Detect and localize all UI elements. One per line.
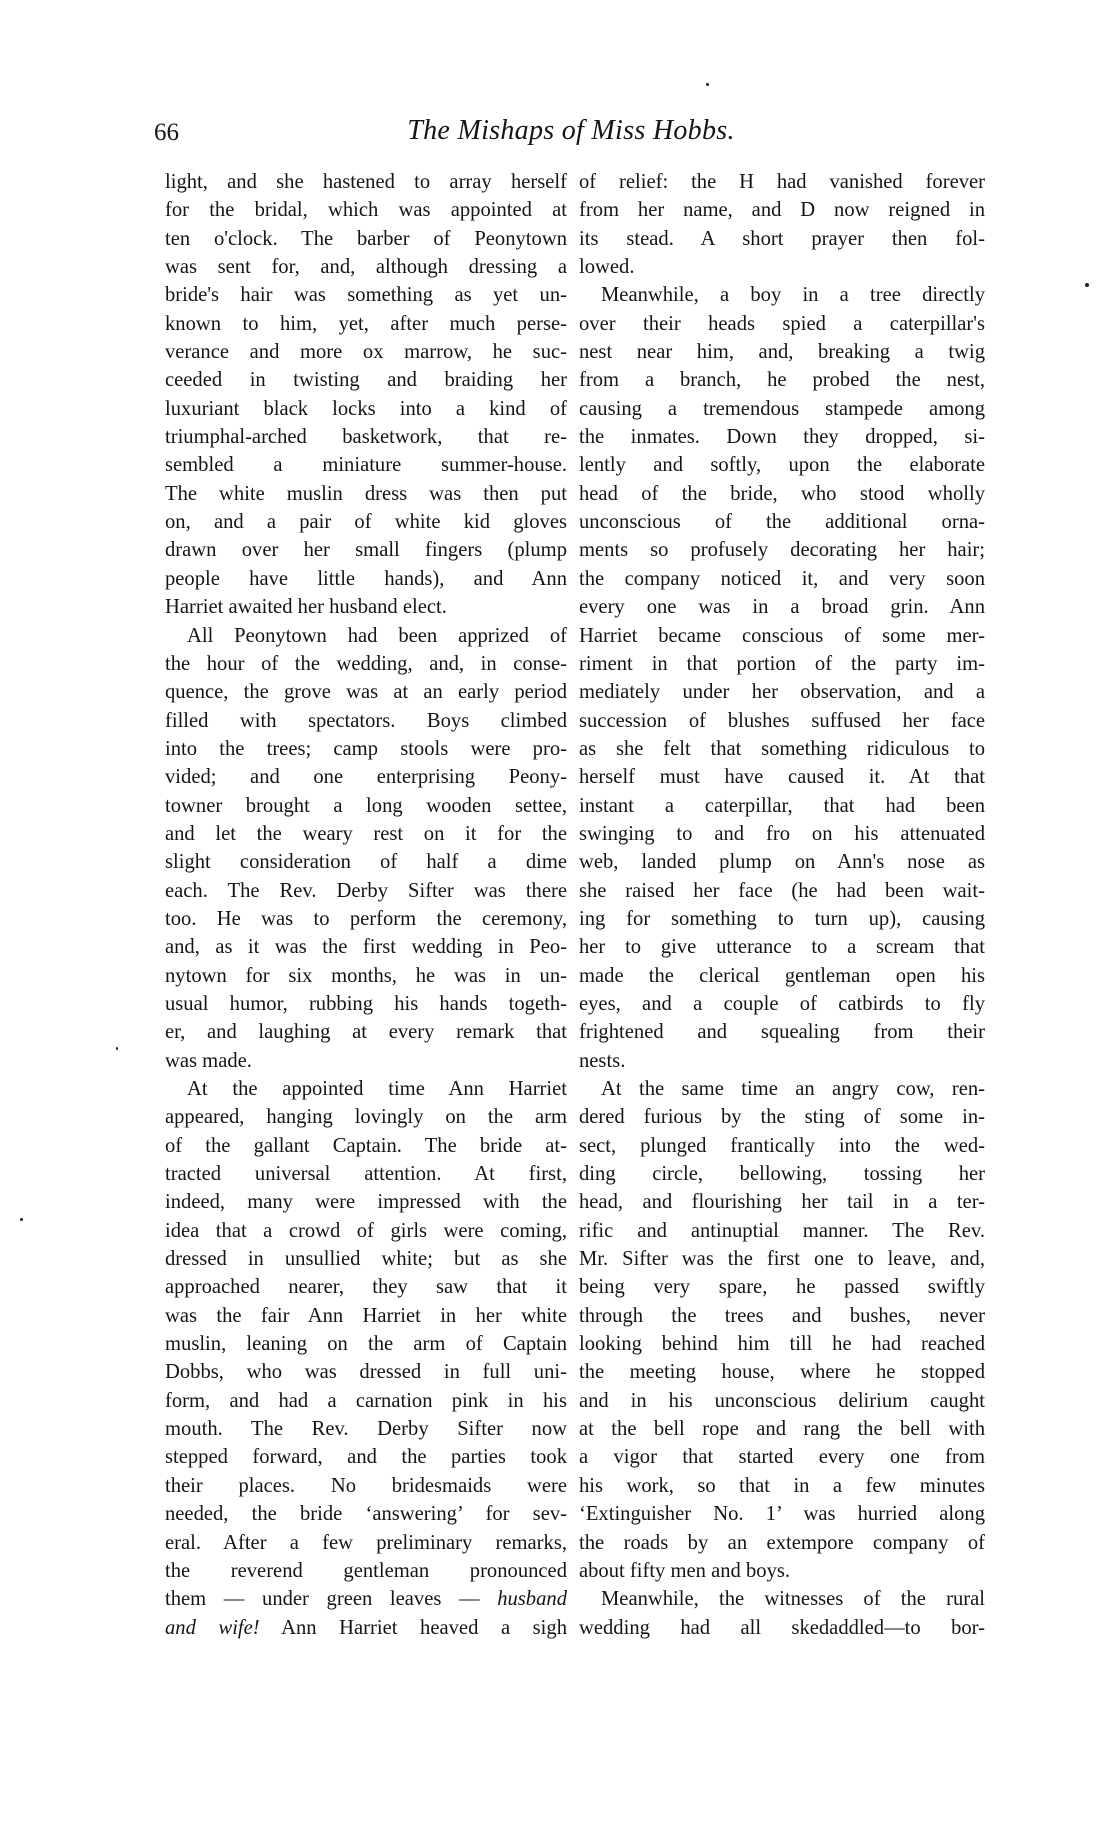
line-text: sect, plunged frantically into the wed-	[579, 1134, 985, 1157]
text-line	[579, 1585, 985, 1613]
text-line	[579, 1302, 985, 1330]
text-line	[579, 962, 985, 990]
text-line	[165, 877, 567, 905]
line-text: through the trees and bushes, never	[579, 1304, 985, 1327]
text-line	[579, 1500, 985, 1528]
line-text: sembled a miniature summer-house.	[165, 454, 567, 477]
line-text: At the appointed time Ann Harriet	[187, 1078, 567, 1100]
text-line	[165, 1358, 567, 1386]
line-text: stepped forward, and the parties took	[165, 1446, 567, 1469]
text-line	[579, 707, 985, 735]
text-line	[165, 196, 567, 224]
text-line	[165, 820, 567, 848]
line-text: too. He was to perform the ceremony,	[165, 907, 567, 930]
text-line	[579, 338, 985, 366]
line-text: All Peonytown had been apprized of	[187, 624, 567, 647]
line-text: light, and she hastened to array herself	[165, 171, 567, 193]
text-line	[165, 536, 567, 564]
line-text: web, landed plump on Ann's nose as	[579, 851, 985, 874]
page-header	[0, 0, 1120, 160]
line-text: the hour of the wedding, and, in conse-	[165, 652, 567, 675]
text-line	[165, 1188, 567, 1216]
text-line	[579, 1472, 985, 1500]
line-text: for the bridal, which was appointed at	[165, 199, 567, 222]
scan-speck	[116, 1047, 118, 1050]
text-line	[579, 763, 985, 791]
text-line	[165, 366, 567, 394]
text-line	[579, 536, 985, 564]
line-text: head, and flourishing her tail in a ter-	[579, 1191, 985, 1214]
line-text: needed, the bride ‘answering’ for sev-	[165, 1503, 567, 1526]
text-line	[165, 735, 567, 763]
text-line	[579, 253, 985, 281]
text-line	[579, 281, 985, 309]
text-line	[165, 1217, 567, 1245]
line-text: rific and antinuptial manner. The Rev.	[579, 1219, 985, 1242]
line-text: nytown for six months, he was in un-	[165, 964, 567, 987]
line-text: wedding had all skedaddled—to bor-	[579, 1616, 985, 1639]
text-line	[165, 1302, 567, 1330]
text-line	[165, 1160, 567, 1188]
line-text: over their heads spied a caterpillar's	[579, 312, 985, 335]
text-line	[579, 196, 985, 224]
text-line	[579, 1217, 985, 1245]
line-text: luxuriant black locks into a kind of	[165, 397, 567, 420]
line-text: ments so profusely decorating her hair;	[579, 539, 985, 562]
text-line	[579, 1557, 985, 1585]
text-line	[165, 1330, 567, 1358]
line-text: er, and laughing at every remark that	[165, 1021, 567, 1044]
line-text: Harriet became conscious of some mer-	[579, 624, 985, 647]
text-line	[165, 1614, 567, 1642]
line-text: usual humor, rubbing his hands togeth-	[165, 992, 567, 1015]
line-text: into the trees; camp stools were pro-	[165, 737, 567, 760]
line-text: from a branch, he probed the nest,	[579, 369, 985, 392]
text-line	[165, 792, 567, 820]
text-line	[165, 253, 567, 281]
line-text: was the fair Ann Harriet in her white	[165, 1304, 567, 1327]
text-line	[579, 225, 985, 253]
line-text: Ann Harriet heaved a sigh	[259, 1616, 567, 1639]
text-line	[579, 1415, 985, 1443]
scan-speck	[706, 83, 709, 86]
line-text: people have little hands), and Ann	[165, 567, 567, 590]
text-line	[579, 310, 985, 338]
line-text: drawn over her small fingers (plump	[165, 539, 567, 562]
line-text: nests.	[579, 1049, 626, 1072]
line-text: riment in that portion of the party im-	[579, 652, 985, 675]
text-line	[165, 848, 567, 876]
text-line	[579, 1614, 985, 1642]
text-line	[165, 763, 567, 791]
text-line	[165, 962, 567, 990]
text-line	[165, 905, 567, 933]
line-text: the roads by an extempore company of	[579, 1531, 985, 1554]
line-text: succession of blushes suffused her face	[579, 709, 985, 732]
line-text: frightened and squealing from their	[579, 1021, 985, 1044]
text-line	[165, 451, 567, 479]
line-text: eyes, and a couple of catbirds to fly	[579, 992, 985, 1015]
text-line	[165, 678, 567, 706]
text-line	[579, 1273, 985, 1301]
text-line	[579, 423, 985, 451]
line-text: triumphal-arched basketwork, that re-	[165, 426, 567, 449]
line-text: every one was in a broad grin. Ann	[579, 596, 985, 619]
text-line	[165, 622, 567, 650]
text-line	[579, 848, 985, 876]
line-text: swinging to and fro on his attenuated	[579, 822, 985, 845]
text-line	[579, 451, 985, 479]
text-line	[165, 423, 567, 451]
text-line	[579, 792, 985, 820]
text-line	[165, 338, 567, 366]
text-line	[165, 310, 567, 338]
line-text: eral. After a few preliminary remarks,	[165, 1531, 567, 1554]
text-line	[165, 1387, 567, 1415]
line-text: nest near him, and, breaking a twig	[579, 341, 985, 364]
text-line	[579, 1330, 985, 1358]
line-text: from her name, and D now reigned in	[579, 199, 985, 222]
line-text: lowed.	[579, 256, 635, 279]
text-line	[579, 1132, 985, 1160]
line-text: known to him, yet, after much perse-	[165, 312, 567, 335]
text-line	[579, 735, 985, 763]
line-text: appeared, hanging lovingly on the arm	[165, 1106, 567, 1129]
line-text: verance and more ox marrow, he suc-	[165, 341, 567, 364]
text-line	[579, 1443, 985, 1471]
text-line	[579, 1245, 985, 1273]
right-text-column	[579, 168, 985, 1642]
line-text: indeed, many were impressed with the	[165, 1191, 567, 1214]
text-line	[165, 1443, 567, 1471]
text-line	[579, 877, 985, 905]
line-text: The white muslin dress was then put	[165, 482, 567, 505]
line-text: bride's hair was something as yet un-	[165, 284, 567, 307]
text-line	[579, 1018, 985, 1046]
line-text: looking behind him till he had reached	[579, 1333, 985, 1356]
text-line	[165, 1018, 567, 1046]
text-line	[579, 650, 985, 678]
line-text: a vigor that started every one from	[579, 1446, 985, 1469]
text-line	[165, 990, 567, 1018]
text-line	[165, 1415, 567, 1443]
text-line	[579, 1387, 985, 1415]
text-line	[165, 650, 567, 678]
line-text: at the bell rope and rang the bell with	[579, 1418, 985, 1441]
text-line	[579, 933, 985, 961]
line-text: Harriet awaited her husband elect.	[165, 596, 447, 619]
line-text: ding circle, bellowing, tossing her	[579, 1163, 985, 1186]
text-line	[165, 480, 567, 508]
text-line	[579, 1529, 985, 1557]
line-text: she raised her face (he had been wait-	[579, 879, 985, 902]
text-line	[579, 1103, 985, 1131]
line-text: ing for something to turn up), causing	[579, 907, 985, 930]
line-text: of the gallant Captain. The bride at-	[165, 1134, 567, 1157]
line-text: them — under green leaves —	[165, 1588, 480, 1611]
line-text: quence, the grove was at an early period	[165, 681, 567, 704]
line-text: the inmates. Down they dropped, si-	[579, 426, 985, 449]
line-text: ten o'clock. The barber of Peonytown	[165, 227, 567, 250]
line-text: causing a tremendous stampede among	[579, 397, 985, 420]
line-text: of relief: the H had vanished forever	[579, 171, 985, 193]
line-text: instant a caterpillar, that had been	[579, 794, 985, 817]
line-text: his work, so that in a few minutes	[579, 1474, 985, 1497]
line-text: their places. No bridesmaids were	[165, 1474, 567, 1497]
line-text: as she felt that something ridiculous to	[579, 737, 985, 760]
text-line	[579, 395, 985, 423]
text-line	[165, 1047, 567, 1075]
line-text: its stead. A short prayer then fol-	[579, 227, 985, 250]
line-text: herself must have caused it. At that	[579, 766, 985, 789]
line-text: dressed in unsullied white; but as she	[165, 1248, 567, 1271]
line-text: ceeded in twisting and braiding her	[165, 369, 567, 392]
line-text: At the same time an angry cow, ren-	[601, 1078, 985, 1100]
line-text: was made.	[165, 1049, 252, 1072]
text-line	[165, 1529, 567, 1557]
text-line	[579, 366, 985, 394]
line-text: Dobbs, who was dressed in full uni-	[165, 1361, 567, 1384]
text-line	[165, 707, 567, 735]
text-line	[579, 990, 985, 1018]
line-text: was sent for, and, although dressing a	[165, 256, 567, 279]
line-text: vided; and one enterprising Peony-	[165, 766, 567, 789]
text-line	[165, 933, 567, 961]
line-text: lently and softly, upon the elaborate	[579, 454, 985, 477]
text-line	[579, 1075, 985, 1103]
line-text: Mr. Sifter was the first one to leave, and,	[579, 1248, 985, 1271]
text-line	[579, 1358, 985, 1386]
italic-text: husband	[497, 1588, 567, 1611]
line-text: her to give utterance to a scream that	[579, 936, 985, 959]
line-text: and in his unconscious delirium caught	[579, 1389, 985, 1412]
line-text: mouth. The Rev. Derby Sifter now	[165, 1418, 567, 1441]
text-line	[165, 1500, 567, 1528]
line-text: the reverend gentleman pronounced	[165, 1559, 567, 1582]
page-number: 66	[154, 119, 179, 146]
line-text: each. The Rev. Derby Sifter was there	[165, 879, 567, 902]
line-text: and let the weary rest on it for the	[165, 822, 567, 845]
line-text: tracted universal attention. At first,	[165, 1163, 567, 1186]
text-line	[165, 281, 567, 309]
line-text: the meeting house, where he stopped	[579, 1361, 985, 1384]
text-line	[165, 1585, 567, 1613]
line-text: Meanwhile, the witnesses of the rural	[601, 1588, 985, 1611]
line-text: towner brought a long wooden settee,	[165, 794, 567, 817]
text-line	[579, 593, 985, 621]
line-text: dered furious by the sting of some in-	[579, 1106, 985, 1129]
text-line	[579, 168, 985, 196]
text-line	[165, 1245, 567, 1273]
text-line	[165, 1273, 567, 1301]
text-line	[165, 1557, 567, 1585]
line-text: idea that a crowd of girls were coming,	[165, 1219, 567, 1242]
text-line	[579, 1047, 985, 1075]
line-text: being very spare, he passed swiftly	[579, 1276, 985, 1299]
running-title: The Mishaps of Miss Hobbs.	[407, 115, 735, 146]
line-text: made the clerical gentleman open his	[579, 964, 985, 987]
text-line	[165, 1472, 567, 1500]
line-text: and, as it was the first wedding in Peo-	[165, 936, 567, 959]
line-text: unconscious of the additional orna-	[579, 511, 985, 534]
text-line	[165, 168, 567, 196]
line-text: ‘Extinguisher No. 1’ was hurried along	[579, 1503, 985, 1526]
line-text: Meanwhile, a boy in a tree directly	[601, 284, 985, 307]
line-text: muslin, leaning on the arm of Captain	[165, 1333, 567, 1356]
text-line	[165, 508, 567, 536]
line-text: the company noticed it, and very soon	[579, 567, 985, 590]
left-text-column	[165, 168, 567, 1642]
text-line	[165, 565, 567, 593]
line-text: on, and a pair of white kid gloves	[165, 511, 567, 534]
line-text: head of the bride, who stood wholly	[579, 482, 985, 505]
text-line	[165, 1075, 567, 1103]
line-text: form, and had a carnation pink in his	[165, 1389, 567, 1412]
text-line	[165, 1132, 567, 1160]
text-line	[579, 1160, 985, 1188]
text-line	[579, 480, 985, 508]
scan-speck	[1085, 283, 1089, 287]
line-text: approached nearer, they saw that it	[165, 1276, 567, 1299]
scan-speck	[20, 1218, 23, 1221]
text-line	[579, 565, 985, 593]
line-text: filled with spectators. Boys climbed	[165, 709, 567, 732]
text-line	[579, 905, 985, 933]
line-text: mediately under her observation, and a	[579, 681, 985, 704]
text-line	[579, 678, 985, 706]
text-line	[579, 622, 985, 650]
text-line	[165, 1103, 567, 1131]
line-text: about fifty men and boys.	[579, 1559, 791, 1582]
italic-text: and wife!	[165, 1616, 260, 1639]
line-text: slight consideration of half a dime	[165, 851, 567, 874]
text-line	[579, 820, 985, 848]
text-line	[579, 508, 985, 536]
text-line	[165, 395, 567, 423]
text-line	[165, 593, 567, 621]
text-line	[165, 225, 567, 253]
text-line	[579, 1188, 985, 1216]
